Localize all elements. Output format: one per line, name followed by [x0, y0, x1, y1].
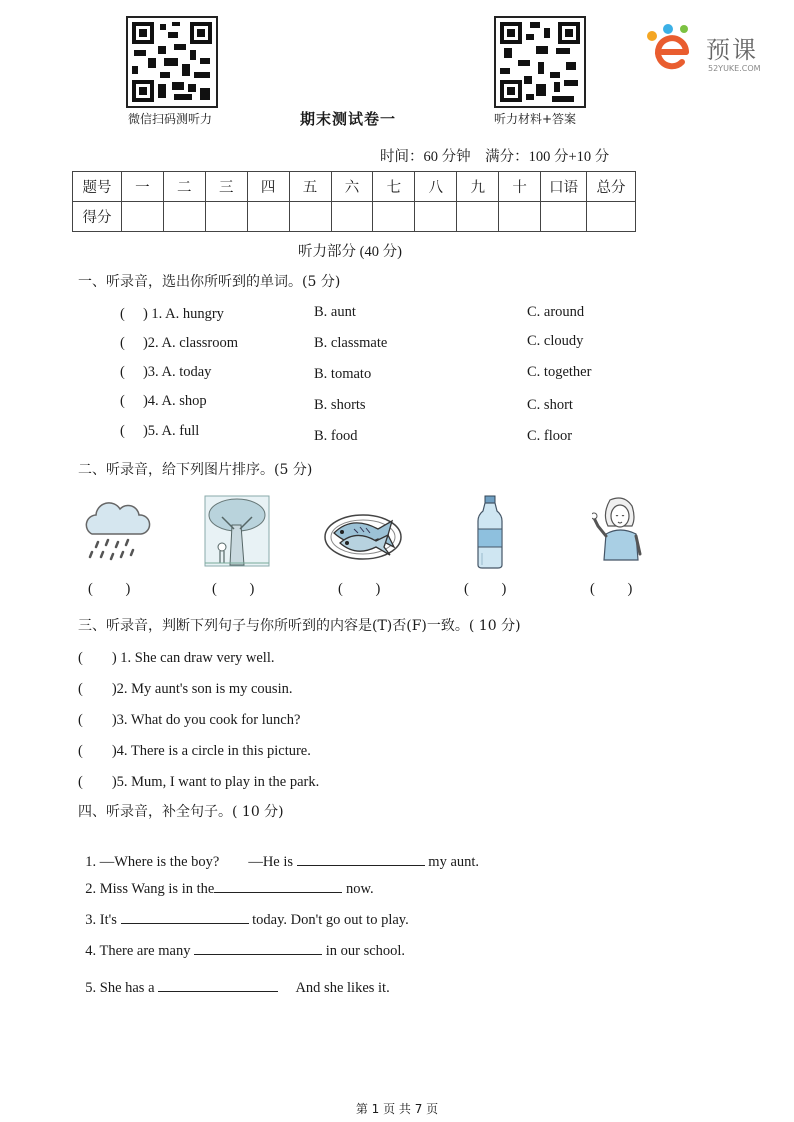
- judge-item: ( )2. My aunt's son is my cousin.: [78, 681, 293, 697]
- qr-code-answers: [494, 16, 586, 108]
- score-input-cell[interactable]: [457, 202, 499, 232]
- logo-e-icon: [646, 22, 708, 74]
- fill-item-text: in our school.: [322, 943, 406, 959]
- section3-heading: 三、听录音，判断下列句子与你所听到的内容是(T)否(F)一致。( 10 分): [78, 618, 521, 634]
- score-input-cell[interactable]: [205, 202, 247, 232]
- fill-item-text: now.: [342, 881, 374, 897]
- fish-plate-icon: [322, 507, 404, 563]
- fill-item-text: 1. —Where is the boy? —He is: [85, 854, 297, 870]
- table-cell: 七: [373, 172, 415, 202]
- fill-item-text: today. Don't go out to play.: [248, 912, 409, 928]
- logo-text: 预课: [706, 36, 758, 64]
- option-c: C. short: [527, 397, 573, 413]
- table-cell: 六: [331, 172, 373, 202]
- answer-blank[interactable]: [214, 892, 342, 893]
- score-input-cell[interactable]: [499, 202, 541, 232]
- time-score-line: 时间：60 分钟 满分：100 分+10 分: [380, 149, 610, 165]
- score-table-score-row: [73, 202, 636, 232]
- judge-item: ( )5. Mum, I want to play in the park.: [78, 774, 320, 790]
- order-bracket[interactable]: ( ): [212, 581, 255, 597]
- score-input-cell[interactable]: [415, 202, 457, 232]
- section1-heading: 一、听录音，选出你所听到的单词。(5 分): [78, 274, 341, 290]
- option-b: B. tomato: [314, 366, 372, 382]
- fill-item-text: 2. Miss Wang is in the: [85, 881, 215, 897]
- brand-logo: [646, 22, 776, 82]
- question-line: ( )4. A. shop: [120, 393, 207, 409]
- rain-cloud-icon: [80, 500, 152, 564]
- logo-subtext: 52YUKE.COM: [708, 64, 761, 73]
- fill-item: [78, 864, 374, 898]
- question-line: ( )3. A. today: [120, 364, 212, 380]
- qr-left-caption: 微信扫码测听力: [128, 112, 213, 126]
- order-bracket[interactable]: ( ): [464, 581, 507, 597]
- table-cell: 四: [247, 172, 289, 202]
- answer-blank[interactable]: [121, 923, 249, 924]
- score-input-cell[interactable]: [373, 202, 415, 232]
- woman-waving-icon: [592, 496, 644, 568]
- table-cell: 三: [205, 172, 247, 202]
- tree-icon: [204, 495, 270, 567]
- question-line: ( ) 1. A. hungry: [120, 306, 224, 322]
- judge-item: ( )4. There is a circle in this picture.: [78, 743, 311, 759]
- order-bracket[interactable]: ( ): [338, 581, 381, 597]
- table-cell: 二: [163, 172, 205, 202]
- question-line: ( )2. A. classroom: [120, 335, 238, 351]
- fill-item-text: 4. There are many: [85, 943, 195, 959]
- score-input-cell[interactable]: [331, 202, 373, 232]
- option-b: B. aunt: [314, 304, 356, 320]
- score-input-cell[interactable]: [587, 202, 636, 232]
- table-cell: 八: [415, 172, 457, 202]
- listening-heading: 听力部分 (40 分): [298, 244, 402, 260]
- judge-item: ( ) 1. She can draw very well.: [78, 650, 275, 666]
- table-cell: 一: [121, 172, 163, 202]
- score-table: [72, 171, 636, 232]
- order-bracket[interactable]: ( ): [88, 581, 131, 597]
- order-bracket[interactable]: ( ): [590, 581, 633, 597]
- score-input-cell[interactable]: [541, 202, 587, 232]
- score-table-header-row: [73, 172, 636, 202]
- table-cell: 总分: [587, 172, 636, 202]
- score-input-cell[interactable]: [163, 202, 205, 232]
- table-cell: 得分: [73, 202, 122, 232]
- page-title: 期末测试卷一: [300, 110, 397, 128]
- table-cell: 题号: [73, 172, 122, 202]
- fill-item-text: 3. It's: [85, 912, 121, 928]
- option-c: C. together: [527, 364, 592, 380]
- qr-code-listening: [126, 16, 218, 108]
- option-c: C. cloudy: [527, 333, 584, 349]
- score-input-cell[interactable]: [289, 202, 331, 232]
- qr-right-caption: 听力材料+答案: [494, 112, 577, 126]
- score-input-cell[interactable]: [121, 202, 163, 232]
- fill-item-text: 5. She has a: [85, 980, 159, 996]
- option-c: C. around: [527, 304, 585, 320]
- fill-item: [78, 959, 390, 997]
- section2-heading: 二、听录音，给下列图片排序。(5 分): [78, 462, 313, 478]
- table-cell: 九: [457, 172, 499, 202]
- fill-item: [78, 926, 405, 960]
- option-b: B. shorts: [314, 397, 366, 413]
- option-c: C. floor: [527, 428, 573, 444]
- judge-item: ( )3. What do you cook for lunch?: [78, 712, 301, 728]
- answer-blank[interactable]: [194, 954, 322, 955]
- water-bottle-icon: [474, 495, 506, 569]
- fill-item: [78, 895, 409, 929]
- question-line: ( )5. A. full: [120, 423, 200, 439]
- table-cell: 十: [499, 172, 541, 202]
- option-b: B. food: [314, 428, 358, 444]
- table-cell: 口语: [541, 172, 587, 202]
- table-cell: 五: [289, 172, 331, 202]
- page-number: 第 1 页 共 7 页: [355, 1102, 439, 1116]
- section4-heading: 四、听录音，补全句子。( 10 分): [78, 804, 284, 820]
- option-b: B. classmate: [314, 335, 388, 351]
- answer-blank[interactable]: [158, 991, 278, 992]
- fill-item-text: And she likes it.: [278, 980, 390, 996]
- score-input-cell[interactable]: [247, 202, 289, 232]
- fill-item-text: my aunt.: [424, 854, 480, 870]
